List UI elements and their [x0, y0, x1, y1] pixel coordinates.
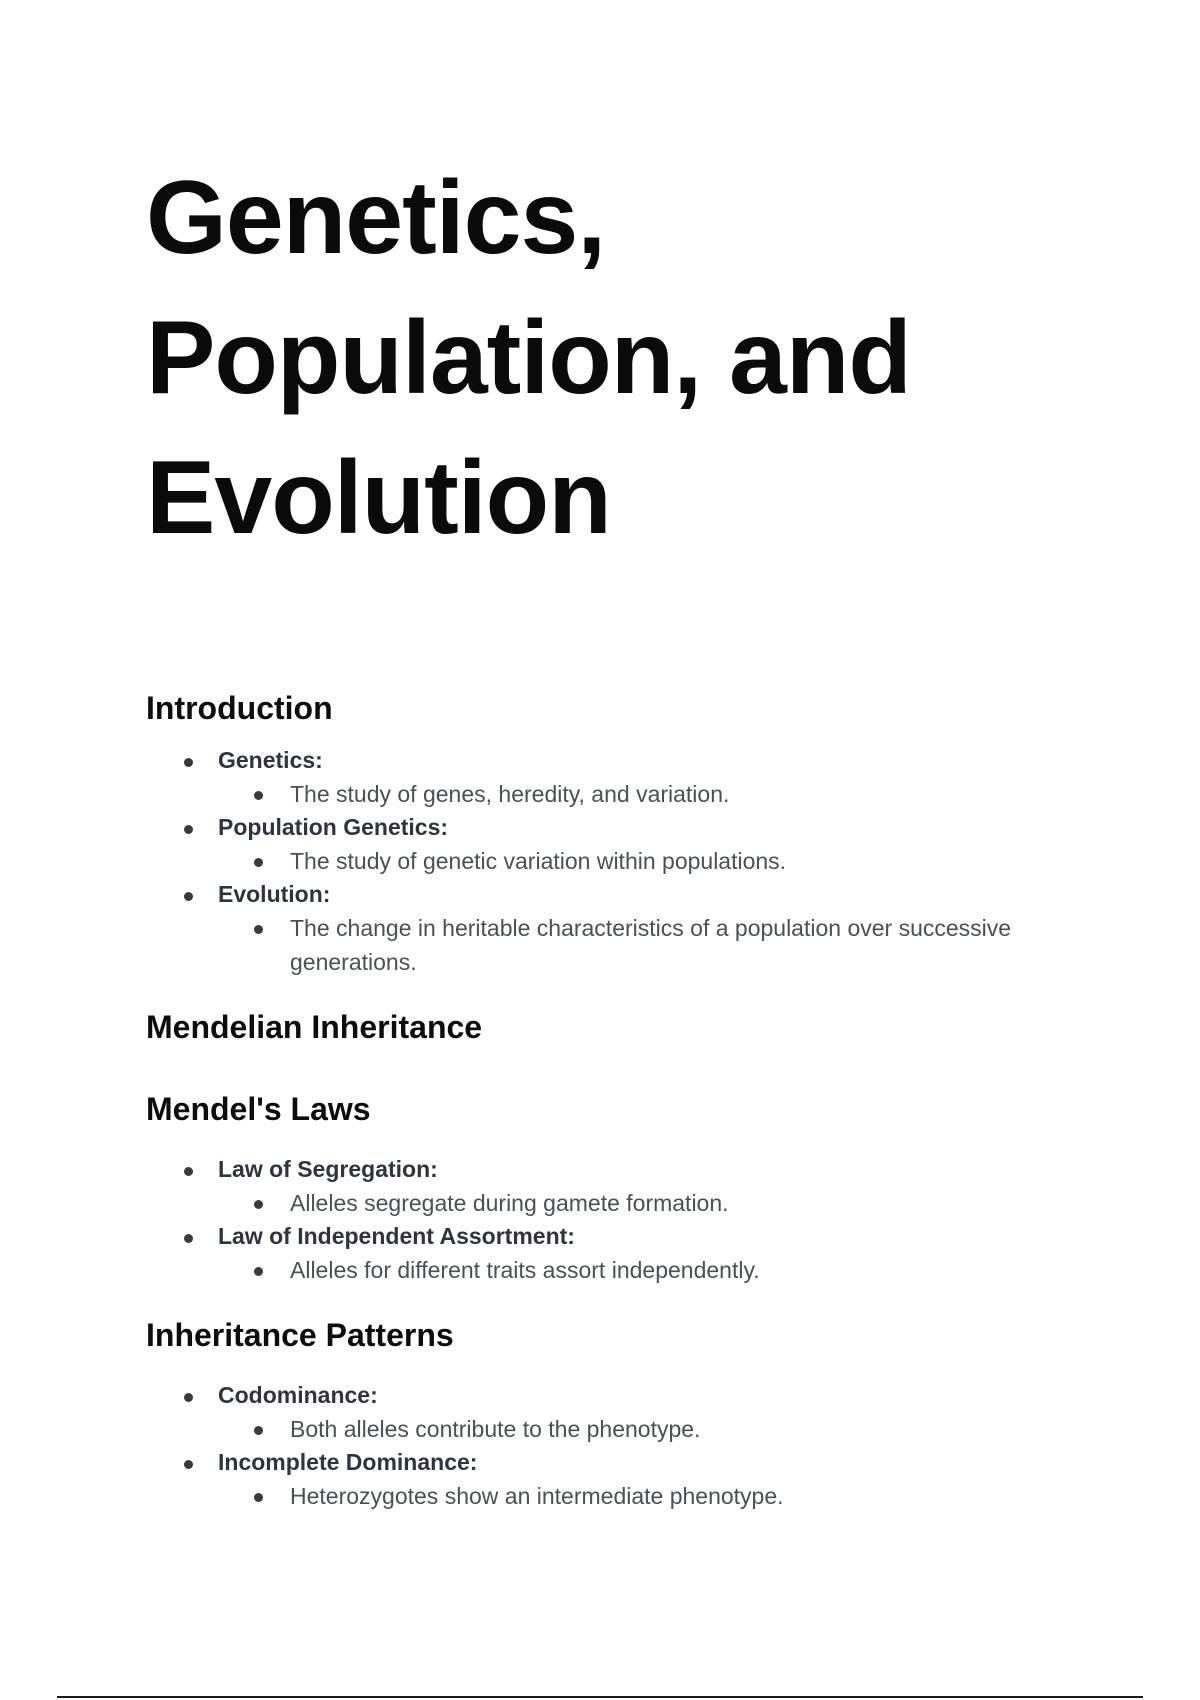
sub-list: [218, 777, 1086, 811]
document-title: Genetics, Population, and Evolution: [146, 160, 911, 556]
list-item: [146, 744, 1086, 811]
section-heading-mendelian-inheritance: Mendelian Inheritance: [146, 1009, 483, 1045]
definition-text: Alleles for different traits assort independently.: [218, 1253, 1086, 1287]
definition-text: Both alleles contribute to the phenotype.: [218, 1412, 1086, 1446]
term-label: Evolution:: [218, 881, 331, 907]
sub-list: [218, 1412, 1086, 1446]
term-label: Incomplete Dominance:: [218, 1449, 478, 1475]
introduction-list: [146, 744, 1086, 979]
term-label: Population Genetics:: [218, 814, 449, 840]
definition-text: Alleles segregate during gamete formation.: [218, 1186, 1086, 1220]
list-item: [146, 1220, 1086, 1287]
definition-text: The study of genetic variation within populations.: [218, 844, 1086, 878]
list-item: [146, 1446, 1086, 1513]
section-heading-inheritance-patterns: Inheritance Patterns: [146, 1317, 454, 1353]
definition-text: The study of genes, heredity, and variation.: [218, 777, 1086, 811]
bottom-divider: [57, 1696, 1143, 1698]
document-page: [146, 148, 1086, 1513]
sub-list: [218, 844, 1086, 878]
sub-list: [218, 1479, 1086, 1513]
definition-text: Heterozygotes show an intermediate phenotype.: [218, 1479, 1086, 1513]
section-heading-mendels-laws: Mendel's Laws: [146, 1091, 371, 1127]
list-item: [146, 878, 1086, 979]
sub-list: [218, 1253, 1086, 1287]
list-item: [146, 1379, 1086, 1446]
sub-list: [218, 911, 1086, 979]
list-item: [146, 811, 1086, 878]
section-heading-introduction: Introduction: [146, 690, 333, 726]
inheritance-patterns-list: [146, 1379, 1086, 1513]
mendels-laws-list: [146, 1153, 1086, 1287]
term-label: Codominance:: [218, 1382, 378, 1408]
term-label: Law of Independent Assortment:: [218, 1223, 575, 1249]
term-label: Genetics:: [218, 747, 323, 773]
sub-list: [218, 1186, 1086, 1220]
list-item: [146, 1153, 1086, 1220]
term-label: Law of Segregation:: [218, 1156, 438, 1182]
definition-text: The change in heritable characteristics of a population over successive generations.: [218, 911, 1086, 979]
